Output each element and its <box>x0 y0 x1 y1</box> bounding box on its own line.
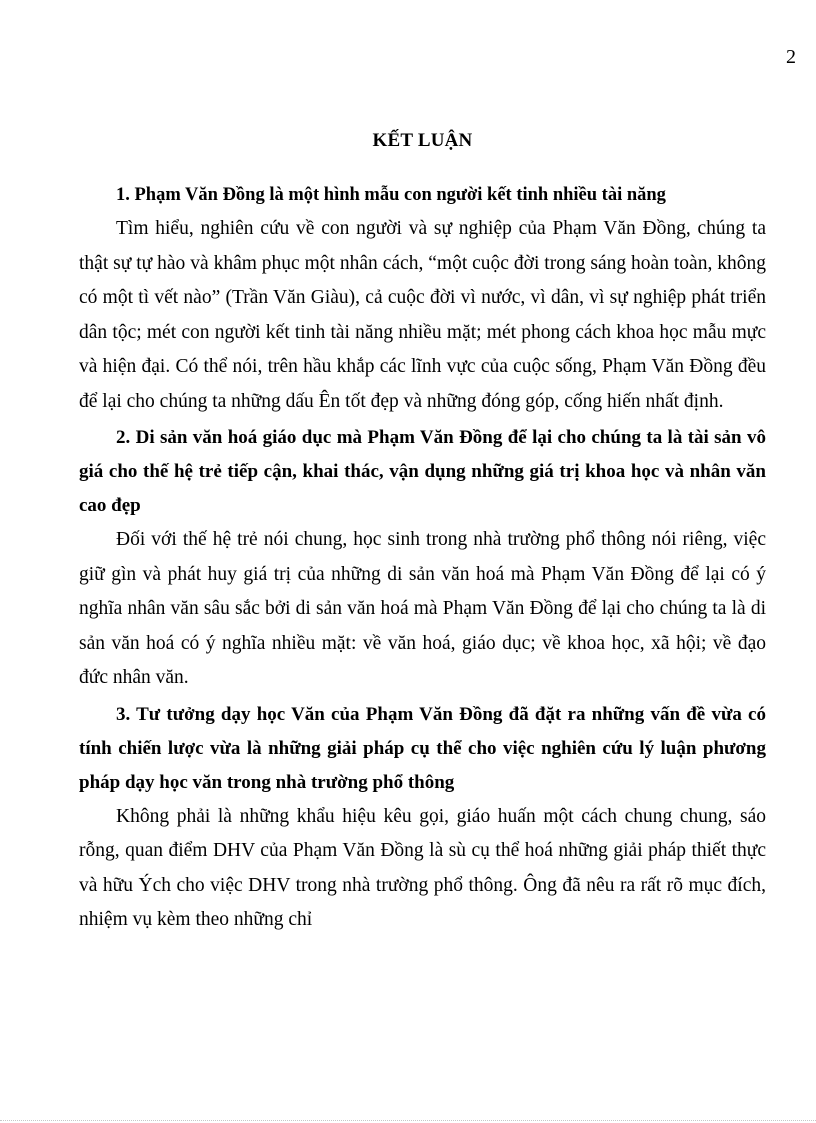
page-bottom-rule <box>0 1120 816 1121</box>
document-body <box>79 130 766 940</box>
section-body-3: Không phải là những khẩu hiệu kêu gọi, giáo huấn một cách chung chung, sáo rỗng, quan điểm DHV của Phạm Văn Đồng là sù cụ thể hoá những giải pháp thiết thực và hữu Ých cho việc DHV trong nhà trường phổ thông. Ông đã nêu ra rất rõ mục đích, nhiệm vụ kèm theo những chỉ <box>79 805 766 930</box>
section-body-2: Đối với thế hệ trẻ nói chung, học sinh trong nhà trường phổ thông nói riêng, việc giữ gìn và phát huy giá trị của những di sản văn hoá mà Phạm Văn Đồng để lại có ý nghĩa nhân văn sâu sắc bởi di sản văn hoá mà Phạm Văn Đồng để lại cho chúng ta là di sản văn hoá có ý nghĩa nhiều mặt: về văn hoá, giáo dục; về khoa học, xã hội; về đạo đức nhân văn. <box>79 529 766 688</box>
page-number: 2 <box>786 46 796 68</box>
section-heading-1: 1. Phạm Văn Đồng là một hình mẫu con người kết tinh nhiều tài năng <box>116 185 666 205</box>
section-heading-2: 2. Di sản văn hoá giáo dục mà Phạm Văn Đồng để lại cho chúng ta là tài sản vô giá cho thế hệ trẻ tiếp cận, khai thác, vận dụng những giá trị khoa học và nhân văn cao đẹp <box>79 427 766 516</box>
section-body-1: Tìm hiểu, nghiên cứu về con người và sự nghiệp của Phạm Văn Đồng, chúng ta thật sự tự hào và khâm phục một nhân cách, “một cuộc đời trong sáng hoàn toàn, không có một tì vết nào” (Trần Văn Giàu), cả cuộc đời vì nước, vì dân, vì sự nghiệp phát triển dân tộc; mét con người kết tinh tài năng nhiều mặt; mét phong cách khoa học mẫu mực và hiện đại. Có thể nói, trên hầu khắp các lĩnh vực của cuộc sống, Phạm Văn Đồng đều để lại cho chúng ta những dấu Ên tốt đẹp và những đóng góp, cống hiến nhất định. <box>79 218 766 412</box>
section-heading-3: 3. Tư tưởng dạy học Văn của Phạm Văn Đồng đã đặt ra những vấn đề vừa có tính chiến lược vừa là những giải pháp cụ thể cho việc nghiên cứu lý luận phương pháp dạy học văn trong nhà trường phổ thông <box>79 703 766 793</box>
document-title: KẾT LUẬN <box>372 130 473 151</box>
